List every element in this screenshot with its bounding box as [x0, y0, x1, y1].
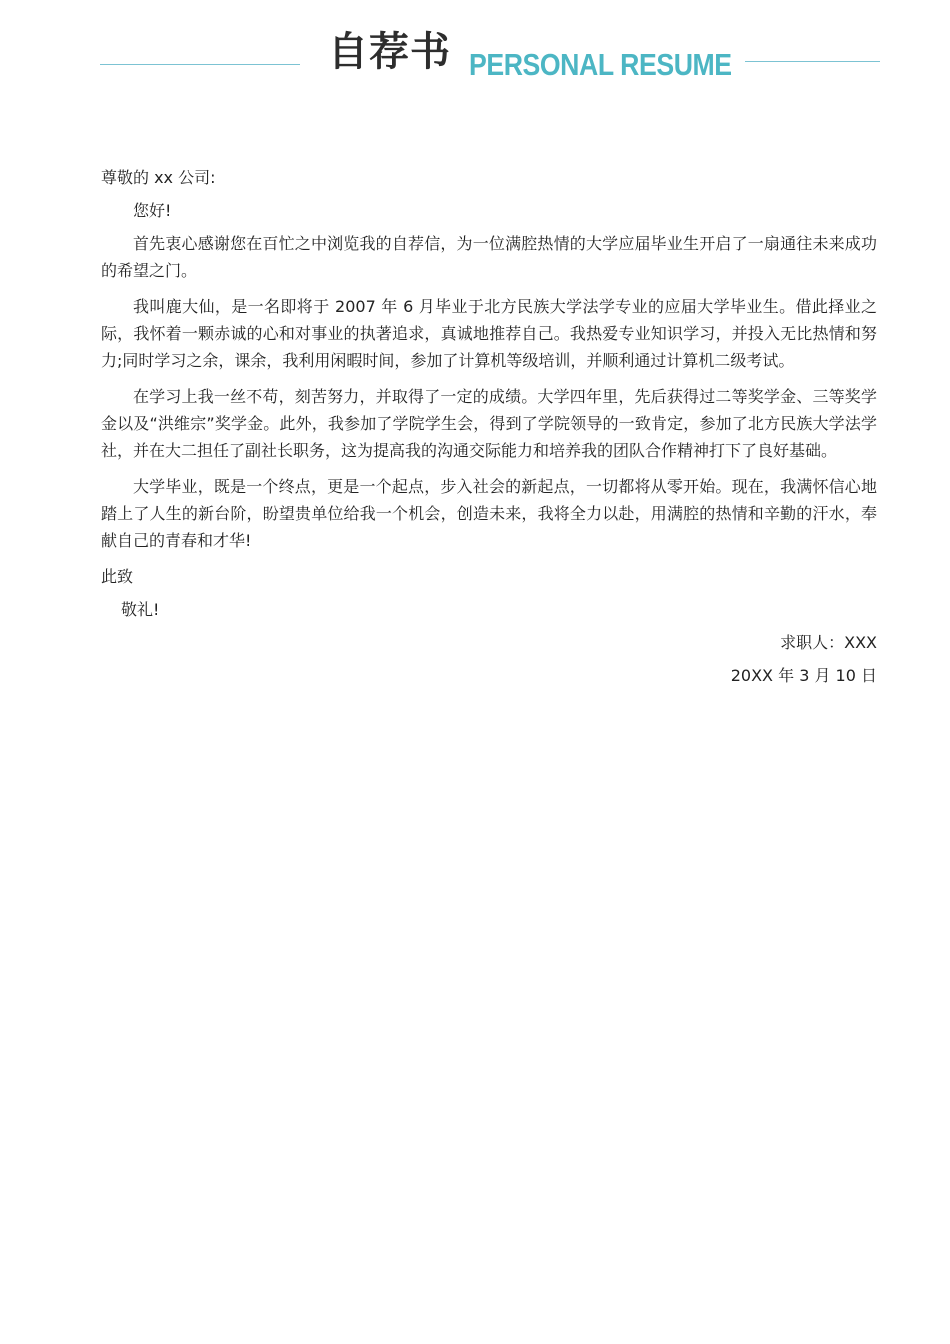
letter-signer: 求职人：XXX	[780, 633, 877, 652]
letter-paragraph: 大学毕业，既是一个终点，更是一个起点，步入社会的新起点，一切都将从零开始。现在，我满怀信心地踏上了人生的新台阶，盼望贵单位给我一个机会，创造未来，我将全力以赴，用满腔的热情和辛勤的汗水，奉献自己的青春和才华!	[101, 477, 877, 550]
letter-body	[101, 164, 877, 695]
header-left-divider	[100, 64, 300, 65]
title-chinese: 自荐书	[328, 29, 451, 75]
letter-closing-jingli: 敬礼!	[121, 600, 160, 619]
header-right-divider	[745, 61, 880, 62]
page-header	[0, 0, 950, 100]
letter-greeting: 您好!	[133, 201, 172, 220]
title-english: PERSONAL RESUME	[469, 47, 732, 82]
letter-paragraph: 我叫鹿大仙，是一名即将于 2007 年 6 月毕业于北方民族大学法学专业的应届大学毕业生。借此择业之际，我怀着一颗赤诚的心和对事业的执著追求，真诚地推荐自己。我热爱专业知识学习，并投入无比热情和努力;同时学习之余，课余，我利用闲暇时间，参加了计算机等级培训，并顺利通过计算机二级考试。	[101, 297, 877, 370]
letter-paragraph: 首先衷心感谢您在百忙之中浏览我的自荐信，为一位满腔热情的大学应届毕业生开启了一扇通往未来成功的希望之门。	[101, 234, 877, 280]
letter-closing-cizhi: 此致	[101, 567, 134, 586]
letter-paragraph: 在学习上我一丝不苟，刻苦努力，并取得了一定的成绩。大学四年里，先后获得过二等奖学金、三等奖学金以及“洪维宗”奖学金。此外，我参加了学院学生会，得到了学院领导的一致肯定，参加了北方民族大学法学社，并在大二担任了副社长职务，这为提高我的沟通交际能力和培养我的团队合作精神打下了良好基础。	[101, 387, 877, 460]
letter-date: 20XX 年 3 月 10 日	[730, 666, 877, 685]
letter-salutation: 尊敬的 xx 公司:	[101, 168, 216, 187]
